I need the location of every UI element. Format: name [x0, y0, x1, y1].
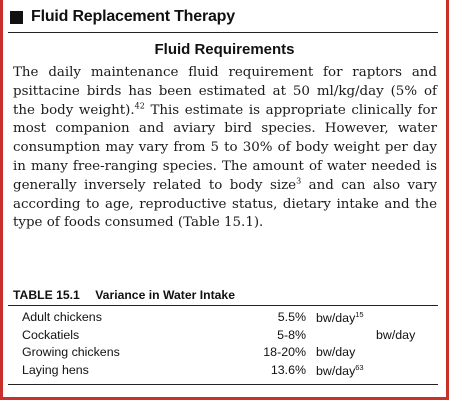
- row-unit: [376, 328, 415, 342]
- paragraph-text-3: and can also vary according to age, reproductive status, dietary intake and the type of foods consumed (Table 15.1).: [13, 177, 437, 231]
- citation-ref: 63: [355, 362, 364, 372]
- row-name: Growing chickens: [22, 345, 120, 359]
- row-name: Cockatiels: [22, 327, 80, 342]
- table-row: [0, 363, 449, 381]
- table-row: [0, 310, 449, 328]
- row-name: Laying hens: [22, 362, 89, 377]
- row-value: 5-8%: [277, 327, 306, 342]
- table-body: [0, 310, 449, 380]
- row-unit: [316, 345, 355, 359]
- table-caption: [13, 288, 235, 302]
- section-marker-square-icon: [10, 11, 23, 24]
- section-title: Fluid Replacement Therapy: [31, 8, 235, 25]
- citation-ref: 3: [296, 176, 302, 186]
- body-paragraph: [13, 64, 437, 233]
- paragraph-text-1: The daily maintenance fluid requirement for raptors and psittacine birds has been estimated at 50 ml/kg/day (5% of the body weight).: [13, 65, 437, 118]
- row-unit: [316, 310, 364, 325]
- section-header: [10, 8, 235, 26]
- table-caption-text: Variance in Water Intake: [95, 288, 235, 302]
- paragraph-text-2: This estimate is appropriate clinically for most companion and aviary bird species. However, water consumption may vary from 5 to 30% of body weight per day in many free-ranging species. The amount of water needed is generally inversely related to body size: [13, 102, 437, 193]
- header-rule: [8, 32, 438, 33]
- table-bottom-rule: [8, 384, 438, 385]
- subsection-title: Fluid Requirements: [154, 41, 295, 58]
- unit-text: bw/day: [316, 363, 356, 378]
- row-name: Adult chickens: [22, 310, 102, 324]
- table-row: [0, 328, 449, 346]
- unit-text: bw/day: [316, 345, 356, 359]
- row-unit: [316, 363, 364, 378]
- row-value: 13.6%: [270, 362, 306, 377]
- unit-text: bw/day: [316, 311, 356, 326]
- row-value: 5.5%: [277, 310, 306, 324]
- citation-ref: 15: [355, 310, 364, 319]
- unit-text: bw/day: [376, 327, 416, 342]
- table-row: [0, 345, 449, 363]
- citation-ref: 42: [134, 101, 145, 111]
- table-number: TABLE 15.1: [13, 288, 80, 302]
- table-rule: [8, 305, 438, 306]
- row-value: 18-20%: [263, 345, 306, 359]
